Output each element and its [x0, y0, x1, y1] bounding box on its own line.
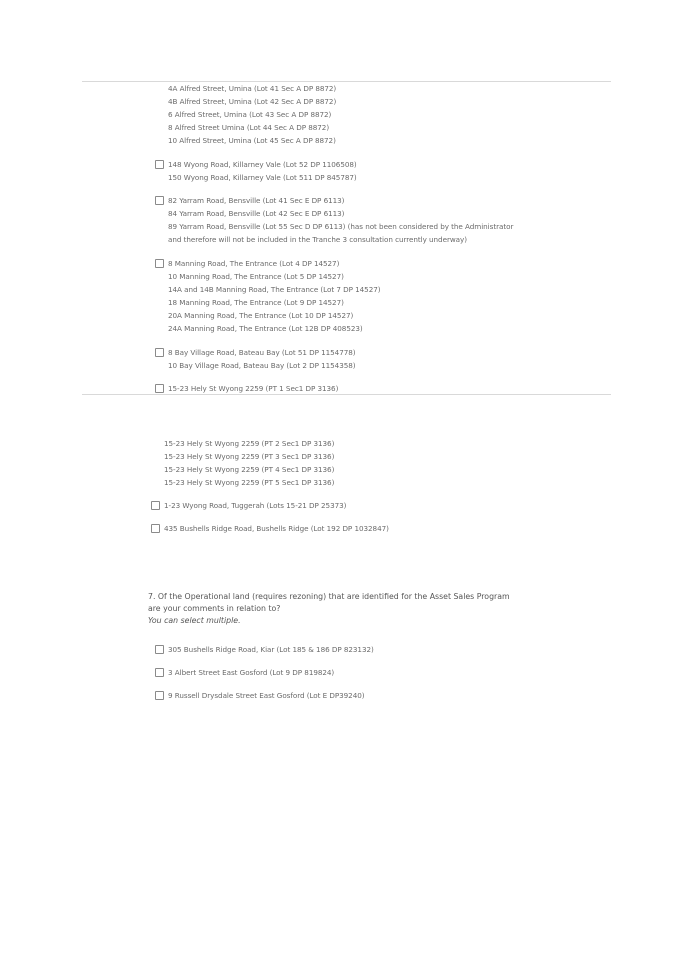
- list-item: 20A Manning Road, The Entrance (Lot 10 DP 14527): [168, 311, 354, 320]
- question-7-hint: You can select multiple.: [148, 616, 241, 625]
- option-label: 15-23 Hely St Wyong 2259 (PT 1 Sec1 DP 3136): [168, 384, 339, 393]
- checkbox[interactable]: [155, 645, 164, 654]
- list-item: and therefore will not be included in the Tranche 3 consultation currently underway): [168, 235, 467, 244]
- option-yarram-road-bensville[interactable]: [155, 194, 344, 207]
- option-bay-village-road[interactable]: [155, 346, 356, 359]
- option-bushells-ridge-road[interactable]: [151, 522, 389, 535]
- option-label: 82 Yarram Road, Bensville (Lot 41 Sec E DP 6113): [168, 196, 345, 205]
- list-item: 4A Alfred Street, Umina (Lot 41 Sec A DP 8872): [168, 84, 337, 93]
- list-item: 10 Manning Road, The Entrance (Lot 5 DP 14527): [168, 272, 344, 281]
- checkbox[interactable]: [155, 691, 164, 700]
- option-label: 9 Russell Drysdale Street East Gosford (Lot E DP39240): [168, 691, 365, 700]
- option-label: 1-23 Wyong Road, Tuggerah (Lots 15-21 DP 25373): [164, 501, 347, 510]
- list-item: 84 Yarram Road, Bensville (Lot 42 Sec E DP 6113): [168, 209, 345, 218]
- checkbox[interactable]: [155, 348, 164, 357]
- list-item: 4B Alfred Street, Umina (Lot 42 Sec A DP 8872): [168, 97, 337, 106]
- list-item: 18 Manning Road, The Entrance (Lot 9 DP 14527): [168, 298, 344, 307]
- option-russell-drysdale-street[interactable]: [155, 689, 365, 702]
- list-item: 6 Alfred Street, Umina (Lot 43 Sec A DP 8872): [168, 110, 332, 119]
- checkbox[interactable]: [155, 668, 164, 677]
- question-7-text-cont: are your comments in relation to?: [148, 604, 281, 613]
- list-item: 14A and 14B Manning Road, The Entrance (Lot 7 DP 14527): [168, 285, 381, 294]
- option-label: 3 Albert Street East Gosford (Lot 9 DP 819824): [168, 668, 335, 677]
- option-bushells-ridge-road-kiar[interactable]: [155, 643, 374, 656]
- option-albert-street-east-gosford[interactable]: [155, 666, 334, 679]
- option-label: 148 Wyong Road, Killarney Vale (Lot 52 DP 1106508): [168, 160, 357, 169]
- list-item: 10 Bay Village Road, Bateau Bay (Lot 2 DP 1154358): [168, 361, 356, 370]
- list-item: 24A Manning Road, The Entrance (Lot 12B DP 408523): [168, 324, 363, 333]
- option-manning-road-the-entrance[interactable]: [155, 257, 339, 270]
- option-label: 305 Bushells Ridge Road, Kiar (Lot 185 & 186 DP 823132): [168, 645, 374, 654]
- list-item: 15-23 Hely St Wyong 2259 (PT 3 Sec1 DP 3136): [164, 452, 335, 461]
- option-wyong-road-killarney-vale[interactable]: [155, 158, 357, 171]
- checkbox[interactable]: [155, 160, 164, 169]
- checkbox[interactable]: [151, 524, 160, 533]
- checkbox[interactable]: [155, 384, 164, 393]
- option-wyong-road-tuggerah[interactable]: [151, 499, 346, 512]
- list-item: 15-23 Hely St Wyong 2259 (PT 5 Sec1 DP 3136): [164, 478, 335, 487]
- checkbox[interactable]: [151, 501, 160, 510]
- list-item: 10 Alfred Street, Umina (Lot 45 Sec A DP 8872): [168, 136, 336, 145]
- list-item: 150 Wyong Road, Killarney Vale (Lot 511 DP 845787): [168, 173, 357, 182]
- option-hely-street-wyong[interactable]: [155, 382, 338, 395]
- option-label: 435 Bushells Ridge Road, Bushells Ridge (Lot 192 DP 1032847): [164, 524, 389, 533]
- list-item: 8 Alfred Street Umina (Lot 44 Sec A DP 8872): [168, 123, 330, 132]
- list-item: 89 Yarram Road, Bensville (Lot 55 Sec D DP 6113) (has not been considered by the Administrator: [168, 222, 514, 231]
- list-item: 15-23 Hely St Wyong 2259 (PT 2 Sec1 DP 3136): [164, 439, 335, 448]
- option-label: 8 Bay Village Road, Bateau Bay (Lot 51 DP 1154778): [168, 348, 356, 357]
- list-item: 15-23 Hely St Wyong 2259 (PT 4 Sec1 DP 3136): [164, 465, 335, 474]
- checkbox[interactable]: [155, 196, 164, 205]
- option-label: 8 Manning Road, The Entrance (Lot 4 DP 14527): [168, 259, 340, 268]
- top-divider: [82, 81, 611, 82]
- checkbox[interactable]: [155, 259, 164, 268]
- question-7-text: 7. Of the Operational land (requires rezoning) that are identified for the Asset Sales Program: [148, 592, 510, 601]
